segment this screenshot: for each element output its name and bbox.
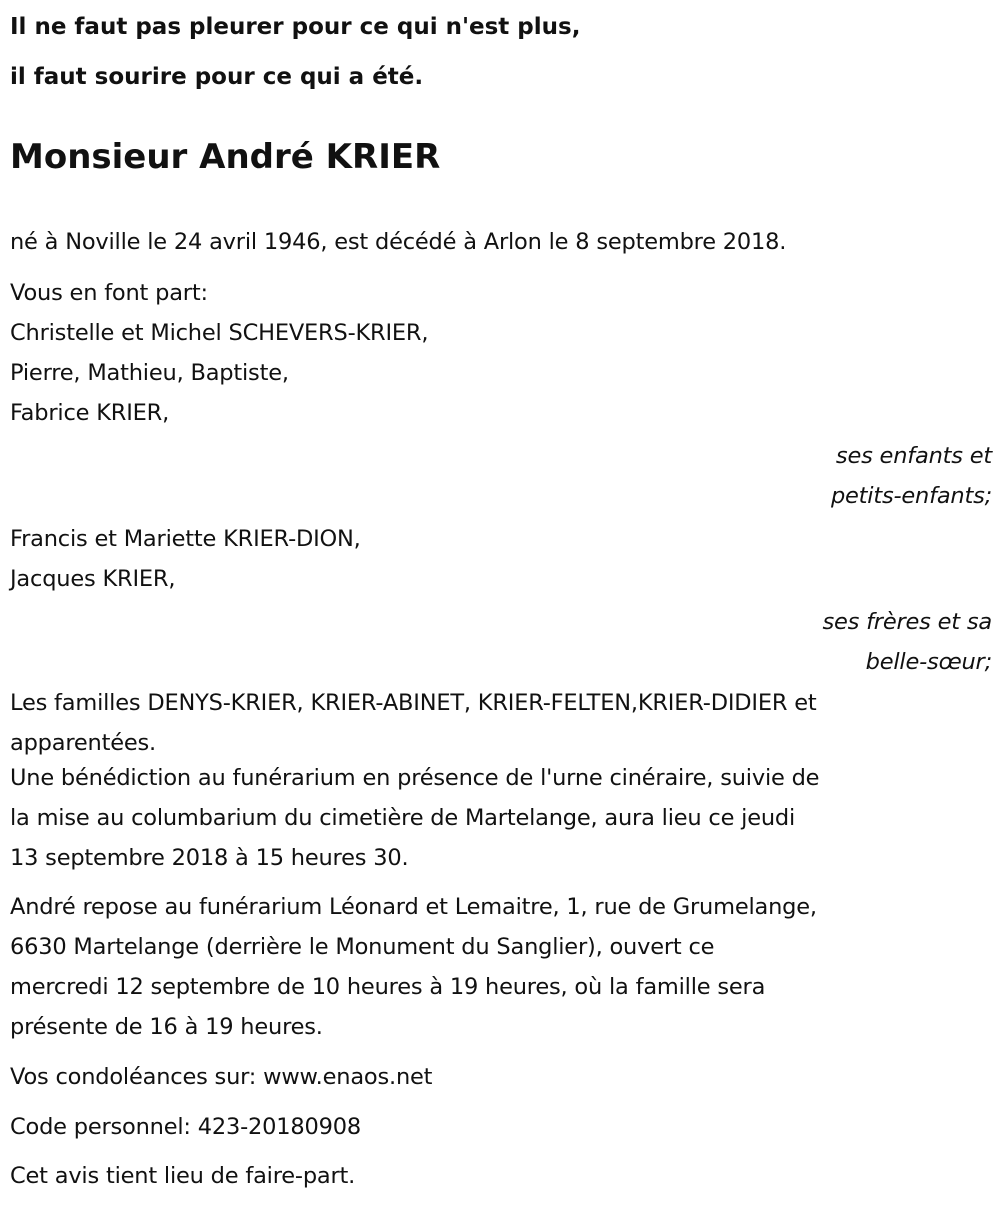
families-line-1: Les familles DENYS-KRIER, KRIER-ABINET, KRIER-FELTEN,KRIER-DIDIER et xyxy=(10,690,817,716)
condolences-line: Vos condoléances sur: www.enaos.net xyxy=(10,1064,433,1090)
notice-block xyxy=(10,1156,992,1196)
repose-line-3: mercredi 12 septembre de 10 heures à 19 heures, où la famille sera xyxy=(10,974,766,1000)
announcer-child-3: Fabrice KRIER, xyxy=(10,400,170,426)
epigraph-line-1: Il ne faut pas pleurer pour ce qui n'est plus, xyxy=(10,14,581,40)
epigraph xyxy=(10,0,992,102)
notice-line: Cet avis tient lieu de faire-part. xyxy=(10,1163,356,1189)
repose-line-1: André repose au funérarium Léonard et Lemaitre, 1, rue de Grumelange, xyxy=(10,894,817,920)
repose-line-2: 6630 Martelange (derrière le Monument du Sanglier), ouvert ce xyxy=(10,934,715,960)
personal-code-line: Code personnel: 423-20180908 xyxy=(10,1114,361,1140)
epigraph-line-2: il faut sourire pour ce qui a été. xyxy=(10,64,424,90)
children-role-line-1: ses enfants et xyxy=(835,443,992,469)
condolences-line-block xyxy=(10,1057,992,1097)
announcer-sibling-1: Francis et Mariette KRIER-DION, xyxy=(10,526,361,552)
announcers-section xyxy=(10,273,992,763)
announcer-child-2: Pierre, Mathieu, Baptiste, xyxy=(10,360,289,386)
ceremony-paragraph xyxy=(10,758,992,878)
announcer-sibling-2: Jacques KRIER, xyxy=(10,566,176,592)
repose-paragraph xyxy=(10,887,992,1047)
announcer-child-1: Christelle et Michel SCHEVERS-KRIER, xyxy=(10,320,429,346)
deceased-name-title: Monsieur André KRIER xyxy=(10,137,441,177)
repose-line-4: présente de 16 à 19 heures. xyxy=(10,1014,323,1040)
ceremony-line-1: Une bénédiction au funérarium en présence de l'urne cinéraire, suivie de xyxy=(10,765,820,791)
ceremony-line-2: la mise au columbarium du cimetière de Martelange, aura lieu ce jeudi xyxy=(10,805,796,831)
birth-death-line: né à Noville le 24 avril 1946, est décédé à Arlon le 8 septembre 2018. xyxy=(10,229,787,255)
siblings-role-line-2: belle-sœur; xyxy=(865,649,992,675)
families-line-2: apparentées. xyxy=(10,730,156,756)
ceremony-line-3: 13 septembre 2018 à 15 heures 30. xyxy=(10,845,409,871)
obituary-notice xyxy=(10,0,992,1189)
siblings-role-line-1: ses frères et sa xyxy=(822,609,992,635)
announcers-intro: Vous en font part: xyxy=(10,280,208,306)
personal-code-block xyxy=(10,1107,992,1147)
children-role-line-2: petits-enfants; xyxy=(830,483,992,509)
birth-death-statement xyxy=(10,222,992,262)
